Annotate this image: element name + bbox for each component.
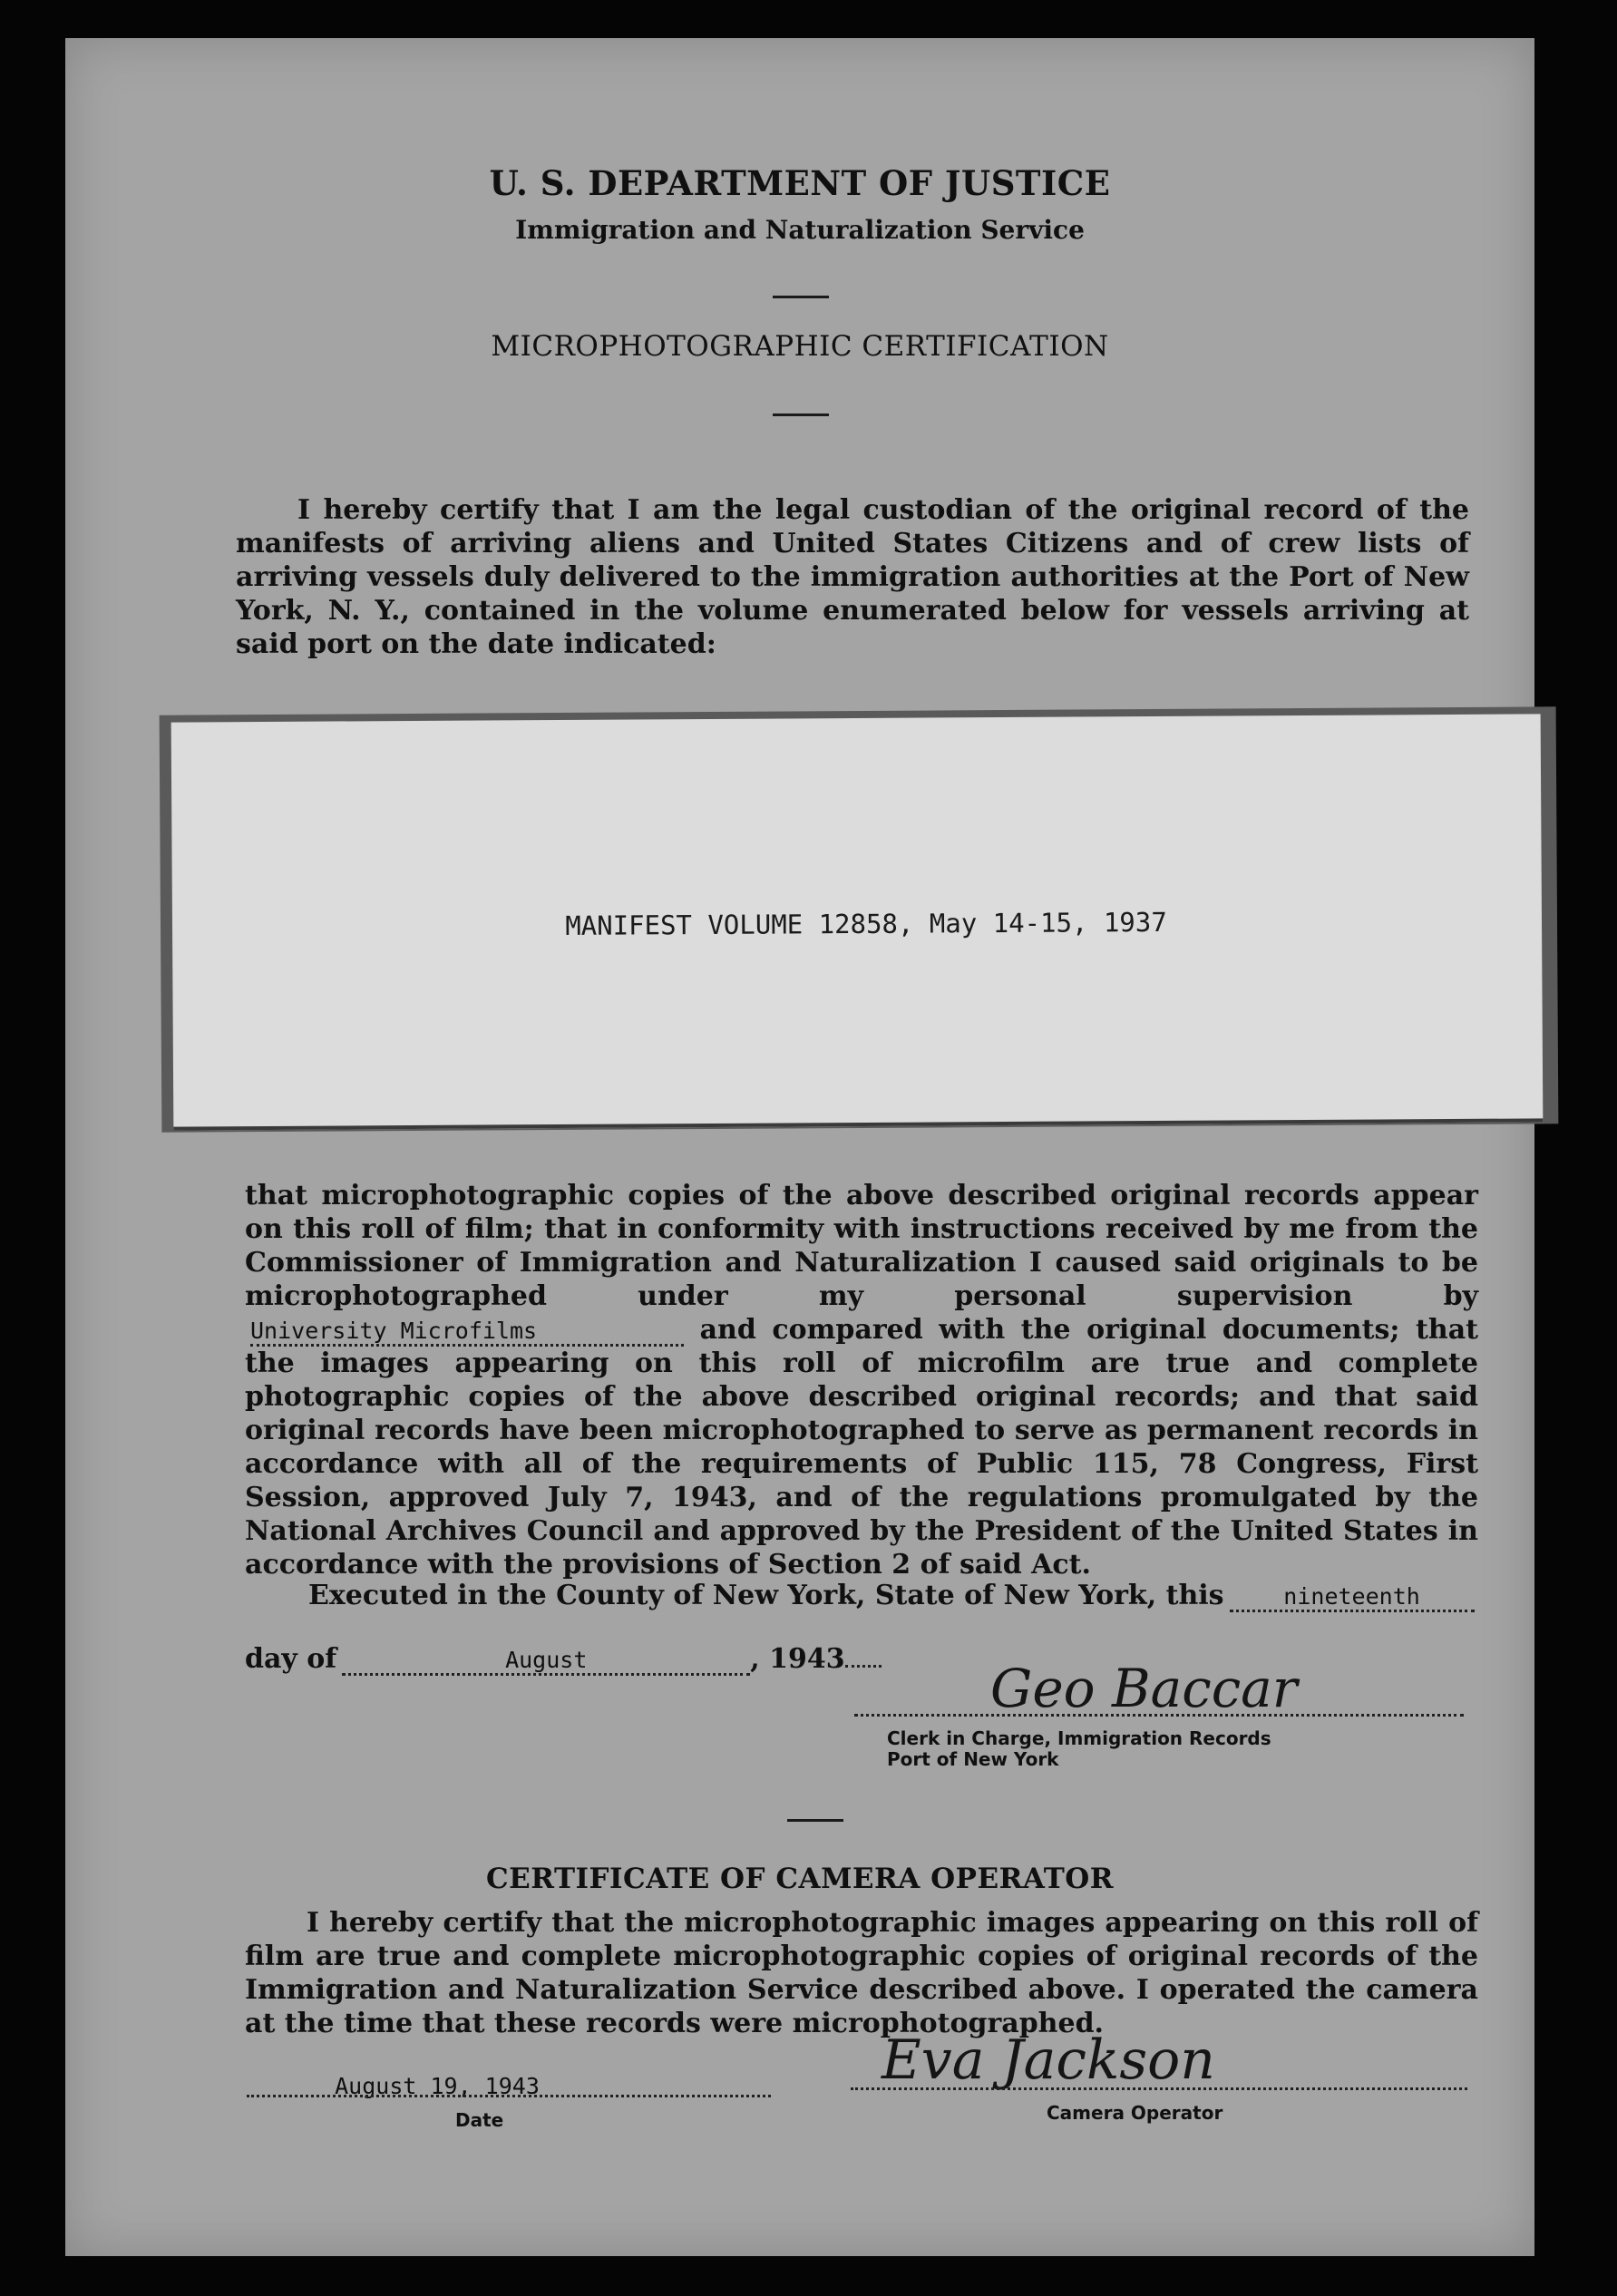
year-text: , 1943 bbox=[750, 1643, 845, 1675]
execution-day-field: nineteenth bbox=[1230, 1584, 1475, 1612]
operator-signature: Eva Jackson bbox=[882, 2028, 1215, 2092]
day-of-label: day of bbox=[245, 1643, 337, 1675]
clerk-title-line2: Port of New York bbox=[887, 1748, 1059, 1770]
clerk-title bbox=[887, 1728, 1271, 1770]
certificate-page bbox=[65, 38, 1534, 2256]
manifest-volume-text: MANIFEST VOLUME 12858, May 14-15, 1937 bbox=[565, 906, 1167, 941]
operator-date-value: August 19, 1943 bbox=[335, 2073, 540, 2099]
month-field: August bbox=[342, 1648, 750, 1676]
operator-signature-line bbox=[851, 2087, 1467, 2090]
clerk-title-line1: Clerk in Charge, Immigration Records bbox=[887, 1727, 1271, 1749]
body-text-before: that microphotographic copies of the above described original records appear on this roll of film; that in conformity with instructions received by me from the Commissioner of Immigration and Naturalization I caused said originals to be microphotographed under my personal supervision by bbox=[245, 1180, 1478, 1312]
body-paragraph bbox=[245, 1179, 1478, 1581]
operator-signature-label: Camera Operator bbox=[1047, 2102, 1223, 2124]
year-dots bbox=[845, 1665, 882, 1668]
operator-certificate-title: CERTIFICATE OF CAMERA OPERATOR bbox=[485, 1863, 1115, 1895]
service-subheading: Immigration and Naturalization Service bbox=[515, 215, 1085, 245]
intro-paragraph: I hereby certify that I am the legal custodian of the original record of the manifests of arriving aliens and United States Citizens and of crew lists of arriving vessels duly delivered to the immigration authorities at the Port of New York, N. Y., contained in the volume enumerated below for vessels arriving at said port on the date indicated: bbox=[236, 494, 1469, 660]
divider-rule bbox=[773, 296, 829, 298]
clerk-signature-line bbox=[854, 1714, 1464, 1717]
operator-paragraph: I hereby certify that the microphotographic images appearing on this roll of film are true and complete microphotographic copies of original records of the Immigration and Naturalization Service described above. I operated the camera at the time that these records were microphotographed. bbox=[245, 1907, 1478, 2039]
divider-rule bbox=[787, 1819, 843, 1822]
manifest-insert-slip bbox=[171, 714, 1544, 1130]
operator-date-label: Date bbox=[455, 2109, 504, 2131]
execution-line bbox=[308, 1580, 1475, 1612]
agency-heading: U. S. DEPARTMENT OF JUSTICE bbox=[489, 163, 1111, 203]
microfilmer-field: University Microfilms bbox=[250, 1318, 684, 1347]
certification-title: MICROPHOTOGRAPHIC CERTIFICATION bbox=[491, 330, 1109, 363]
day-of-line bbox=[245, 1643, 882, 1676]
clerk-signature: Geo Baccar bbox=[990, 1658, 1298, 1719]
operator-date-line bbox=[247, 2095, 771, 2097]
divider-rule bbox=[773, 413, 829, 416]
execution-prefix: Executed in the County of New York, State of New York, this bbox=[308, 1580, 1224, 1611]
body-text-after: and compared with the original documents; that the images appearing on this roll of microfilm are true and complete photographic copies of the above described original records; and that said original records have been microphotographed to serve as permanent records in accordance with all of the requirements of Public 115, 78 Congress, First Session, approved July 7, 1943, and of the regulations promulgated by the National Archives Council and approved by the President of the United States in accordance with the provisions of Section 2 of said Act. bbox=[245, 1314, 1478, 1581]
